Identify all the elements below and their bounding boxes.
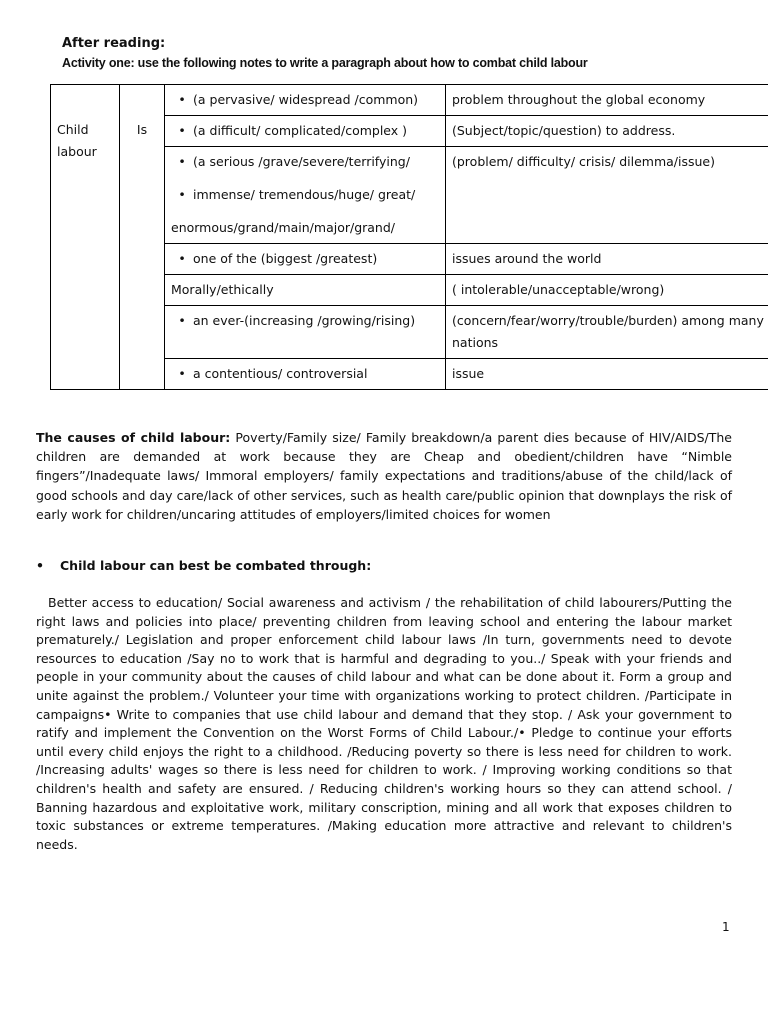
bullet-icon: •	[178, 92, 186, 107]
bullet-icon: •	[178, 154, 186, 169]
noun-cell: issues around the world	[446, 244, 768, 275]
activity-instruction: Activity one: use the following notes to write a paragraph about how to combat child labour	[62, 56, 588, 70]
bullet-icon: •	[178, 187, 186, 202]
adjective-text: a contentious/ controversial	[193, 366, 368, 381]
noun-cell: (problem/ difficulty/ crisis/ dilemma/issue)	[446, 147, 768, 244]
adjective-cell	[165, 244, 446, 275]
noun-cell: ( intolerable/unacceptable/wrong)	[446, 275, 768, 306]
section-heading: After reading:	[62, 36, 166, 51]
bullet-icon: •	[36, 558, 44, 573]
bullet-icon: •	[178, 313, 186, 328]
adjective-line	[171, 151, 439, 173]
bullet-icon: •	[178, 366, 186, 381]
adjective-cell	[165, 275, 446, 306]
combat-heading-text: Child labour can best be combated through:	[60, 558, 372, 573]
combat-heading	[36, 558, 371, 573]
adjective-line	[171, 363, 439, 385]
noun-cell: problem throughout the global economy	[446, 85, 768, 116]
notes-table	[50, 84, 768, 390]
adjective-line	[171, 184, 439, 206]
adjective-line	[171, 279, 439, 301]
adjective-line	[171, 217, 439, 239]
page-number: 1	[722, 920, 730, 934]
adjective-line	[171, 310, 439, 332]
adjective-cell	[165, 116, 446, 147]
adjective-line	[171, 248, 439, 270]
causes-label: The causes of child labour:	[36, 430, 231, 445]
bullet-icon: •	[178, 123, 186, 138]
adjective-text: (a difficult/ complicated/complex )	[193, 123, 408, 138]
adjective-cell	[165, 147, 446, 244]
subject-cell: Child labour	[51, 85, 120, 390]
bullet-icon: •	[178, 251, 186, 266]
noun-cell: (concern/fear/worry/trouble/burden) among many nations	[446, 306, 768, 359]
adjective-text: enormous/grand/main/major/grand/	[171, 220, 396, 235]
causes-paragraph	[36, 428, 732, 524]
causes-text: Poverty/Family size/ Family breakdown/a parent dies because of HIV/AIDS/The children are demanded at work because they are Cheap and obedient/children have “Nimble fingers”/Inadequate laws/ Immoral employers/ family expectations and traditions/abuse of the child/lack of good schools and day care/lack of other services, such as health care/public opinion that downplays the risk of early work for children/uncaring attitudes of employers/limited choices for women	[36, 430, 732, 522]
adjective-text: (a serious /grave/severe/terrifying/	[193, 154, 410, 169]
adjective-text: one of the (biggest /greatest)	[193, 251, 378, 266]
noun-cell: issue	[446, 359, 768, 390]
combat-paragraph: Better access to education/ Social awareness and activism / the rehabilitation of child labourers/Putting the right laws and policies into place/ preventing children from leaving school and entering the labour market prematurely./ Legislation and proper enforcement child labour laws /In turn, governments need to devote resources to education /Say no to work that is harmful and degrading to you../ Speak with your friends and people in your community about the causes of child labour and what can be done about it. Form a group and unite against the problem./ Volunteer your time with organizations working to protect children. /Participate in campaigns• Write to companies that use child labour and demand that they stop. / Ask your government to ratify and implement the Convention on the Worst Forms of Child Labour./• Pledge to continue your efforts until every child enjoys the right to a childhood. /Reducing poverty so there is less need for children to work. /Increasing adults' wages so there is less need for children to work. / Improving working conditions so that children's health and safety are ensured. / Reducing children's working hours so they can attend school. / Banning hazardous and exploitative work, military conscription, mining and all work that exposes children to toxic substances or extreme temperatures. /Making education more attractive and relevant to children's needs.	[36, 595, 732, 852]
adjective-cell	[165, 85, 446, 116]
adjective-cell	[165, 306, 446, 359]
adjective-text: immense/ tremendous/huge/ great/	[193, 187, 416, 202]
adjective-text: an ever-(increasing /growing/rising)	[193, 313, 416, 328]
table-row	[51, 85, 768, 116]
adjective-cell	[165, 359, 446, 390]
adjective-text: Morally/ethically	[171, 282, 274, 297]
noun-cell: (Subject/topic/question) to address.	[446, 116, 768, 147]
verb-cell: Is	[120, 85, 165, 390]
adjective-text: (a pervasive/ widespread /common)	[193, 92, 419, 107]
adjective-line	[171, 89, 439, 111]
adjective-line	[171, 120, 439, 142]
